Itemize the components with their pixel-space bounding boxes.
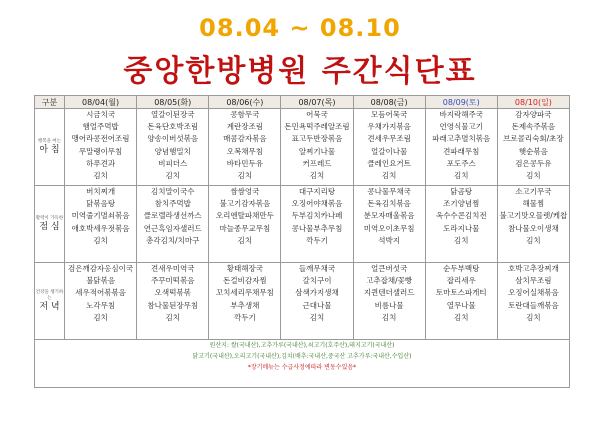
dish-item: 참나물오이생채 bbox=[508, 223, 559, 233]
dish-item: 조기양념찜 bbox=[443, 199, 480, 209]
dish-item: 주꾸미떡볶음 bbox=[150, 276, 195, 286]
dish-item: 바타민두유 bbox=[226, 158, 263, 168]
meal-label-subtitle: 활력이 가득한 bbox=[35, 215, 64, 221]
meal-cell bbox=[497, 263, 569, 340]
meal-label bbox=[35, 186, 65, 263]
meal-cell bbox=[209, 186, 281, 263]
dish-item: 잡리세우 bbox=[446, 276, 476, 286]
meal-cell bbox=[65, 109, 137, 186]
dish-item: 토란대들깨볶음 bbox=[508, 300, 559, 310]
dish-item: 김치 bbox=[165, 171, 180, 181]
meal-row bbox=[35, 186, 570, 263]
dish-item: 견새우미역국 bbox=[150, 264, 195, 273]
dish-item: 불닭볶음 bbox=[86, 276, 116, 286]
dish-item: 검은콩두유 bbox=[515, 158, 552, 168]
dish-item: 불고기감자볶음 bbox=[219, 199, 271, 209]
dish-item: 김치 bbox=[381, 171, 397, 181]
meal-cell bbox=[497, 186, 569, 263]
dish-item: 버치찌개 bbox=[86, 187, 116, 196]
date-range: 08.04 ~ 08.10 bbox=[199, 14, 401, 42]
dish-item: 브로콜리숙회/초장 bbox=[503, 134, 564, 144]
meal-cell bbox=[65, 186, 137, 263]
dish-item: 양념햄밀치 bbox=[154, 146, 191, 156]
dish-item: 콩함무국 bbox=[230, 110, 260, 119]
dish-item: 해물찜 bbox=[522, 199, 545, 209]
weekly-menu-table bbox=[34, 95, 570, 388]
dish-item: 김치 bbox=[309, 171, 325, 181]
meal-label-title: 저 녁 bbox=[39, 301, 60, 312]
meal-cell bbox=[281, 263, 353, 340]
dish-item: 모듬어묵국 bbox=[371, 110, 408, 119]
dish-item: 불고기맛오믈렛/케찹 bbox=[499, 211, 568, 221]
meal-cell bbox=[137, 186, 209, 263]
dish-item: 돈민욕떡주레알조림 bbox=[284, 122, 350, 132]
dish-item: 근대나물 bbox=[302, 300, 332, 310]
dish-item: 햇순볶음 bbox=[518, 146, 548, 156]
dish-item: 애호박세우젓볶음 bbox=[71, 223, 130, 233]
day-header-saturday: 08/09(토) bbox=[425, 96, 497, 109]
meal-cell bbox=[425, 109, 497, 186]
dish-item: 황태해장국 bbox=[226, 264, 263, 273]
meal-row bbox=[35, 263, 570, 340]
meal-label-subtitle: 행복을 여는 bbox=[37, 138, 62, 144]
dish-item: 콩나물부추무침 bbox=[291, 223, 343, 233]
dish-item: 바지락해주국 bbox=[439, 110, 484, 119]
dish-item: 오복채무침 bbox=[226, 146, 263, 156]
notes-cell bbox=[35, 340, 570, 388]
dish-item: 연근흑임자샐러드 bbox=[143, 223, 202, 233]
dish-item: 양송이버섯볶음 bbox=[147, 134, 199, 144]
dish-item: 대구지리탕 bbox=[298, 187, 336, 196]
day-header: 08/04(월) bbox=[65, 96, 137, 109]
meal-cell bbox=[65, 263, 137, 340]
meal-cell bbox=[137, 109, 209, 186]
meal-cell bbox=[497, 109, 569, 186]
dish-item: 도라지나물 bbox=[443, 223, 480, 233]
dish-item: 돈걸비감자찜 bbox=[223, 276, 267, 286]
meal-label bbox=[35, 263, 65, 340]
meal-cell bbox=[425, 263, 497, 340]
dish-item: 맹어라콩전어조림 bbox=[71, 134, 130, 144]
dish-item: 오징어실채볶음 bbox=[508, 288, 559, 298]
change-notice: *장기메뉴는 수급사정에따라 변동수있음* bbox=[247, 364, 357, 371]
meal-cell bbox=[353, 186, 425, 263]
dish-item: 커프레드 bbox=[302, 158, 332, 168]
day-header: 08/05(화) bbox=[137, 96, 209, 109]
dish-item: 부추생채 bbox=[230, 300, 260, 310]
dish-item: 삼색가지생채 bbox=[295, 288, 339, 298]
dish-item: 꼬치세리무채무침 bbox=[215, 288, 274, 298]
meal-label-title: 점 심 bbox=[39, 221, 60, 232]
dish-item: 지퀸텐더샐러드 bbox=[363, 288, 415, 298]
meal-cell bbox=[353, 263, 425, 340]
origin-note: 닭고기(국내산),오리고기(국내산),김치(배추:국내산,중국산 고추가루:국내산,수입산) bbox=[192, 353, 412, 360]
dish-item: 깍두기 bbox=[233, 312, 256, 322]
dish-item: 무말랭이무침 bbox=[78, 146, 123, 156]
dish-item: 김치말이국수 bbox=[150, 187, 195, 196]
dish-item: 삼치무조림 bbox=[515, 276, 552, 286]
dish-item: 들깨무채국 bbox=[298, 264, 336, 273]
dish-item: 비름나물 bbox=[374, 300, 404, 310]
meal-label-subtitle: 건강을 챙기하는 bbox=[35, 289, 64, 301]
day-header-sunday: 08/10(일) bbox=[497, 96, 569, 109]
dish-item: 김치 bbox=[454, 235, 469, 245]
dish-item: 참나물된장무침 bbox=[147, 300, 199, 310]
dish-item: 비피더스 bbox=[158, 158, 188, 168]
dish-item: 김치 bbox=[165, 312, 180, 322]
dish-item: 세우적어볶볶음 bbox=[75, 288, 126, 298]
dish-item: 어묵국 bbox=[306, 110, 328, 119]
dish-item: 닭볶음탕 bbox=[86, 199, 116, 209]
dish-item: 파래고추멸치볶음 bbox=[432, 134, 491, 144]
day-header: 08/06(수) bbox=[209, 96, 281, 109]
origin-note: 원산지: 쌀(국내산),고추가루(국내산),쇠고기(호주산),돼지고기(국내산) bbox=[209, 342, 395, 349]
dish-item: 언영식물고기 bbox=[439, 122, 484, 132]
dish-item: 닭곰탕 bbox=[450, 187, 473, 196]
dish-item: 시금치국 bbox=[86, 110, 116, 119]
dish-item: 알찌기나물 bbox=[298, 146, 336, 156]
dish-item: 우채가지볶음 bbox=[367, 122, 411, 132]
dish-item: 얼갈이나물 bbox=[371, 146, 408, 156]
dish-item: 열무나물 bbox=[446, 300, 476, 310]
dish-item: 김치 bbox=[237, 171, 253, 181]
dish-item: 소고기무국 bbox=[515, 187, 552, 196]
dish-item: 총각김치/치마구 bbox=[146, 235, 200, 245]
dish-item: 호박고추장찌개 bbox=[508, 264, 559, 273]
page-title: 중앙한방병원 주간식단표 bbox=[123, 54, 477, 89]
header-row bbox=[35, 96, 570, 109]
dish-item: 돈육김치볶음 bbox=[367, 199, 411, 209]
dish-item: 오리엔탈파채만두 bbox=[215, 211, 274, 221]
meal-cell bbox=[209, 263, 281, 340]
dish-item: 검은깨감자옹심이국 bbox=[67, 264, 134, 273]
day-header: 08/07(목) bbox=[281, 96, 353, 109]
dish-item: 견파래무침 bbox=[443, 146, 480, 156]
meal-cell bbox=[281, 186, 353, 263]
meal-cell bbox=[209, 109, 281, 186]
dish-item: 매콤감자볶음 bbox=[223, 134, 267, 144]
dish-item: 김치 bbox=[381, 312, 397, 322]
dish-item: 갈치구이 bbox=[302, 276, 332, 286]
meal-label-title: 아 침 bbox=[39, 144, 60, 155]
meal-cell bbox=[425, 186, 497, 263]
dish-item: 표고두반장볶음 bbox=[291, 134, 343, 144]
dish-item: 돈육단호박조림 bbox=[147, 122, 199, 132]
dish-item: 열갈이된장국 bbox=[150, 110, 195, 119]
dish-item: 석박지 bbox=[378, 235, 400, 245]
dish-item: 포도주스 bbox=[446, 158, 476, 168]
dish-item: 김치 bbox=[93, 235, 108, 245]
dish-item: 두부김치카나페 bbox=[291, 211, 343, 221]
notes-row bbox=[35, 340, 570, 388]
dish-item: 감자양파국 bbox=[515, 110, 552, 119]
meal-row bbox=[35, 109, 570, 186]
dish-item: 김치 bbox=[454, 171, 469, 181]
day-header: 08/08(금) bbox=[353, 96, 425, 109]
dish-item: 김치 bbox=[454, 312, 469, 322]
dish-item: 클로렐라생선까스 bbox=[143, 211, 202, 221]
meal-cell bbox=[137, 263, 209, 340]
dish-item: 김치 bbox=[526, 235, 541, 245]
dish-item: 참치주먹밥 bbox=[154, 199, 191, 209]
dish-item: 오색떡볶볶 bbox=[154, 288, 191, 298]
meal-label bbox=[35, 109, 65, 186]
dish-item: 김치 bbox=[237, 235, 253, 245]
dish-item: 토마토스파게티 bbox=[435, 288, 487, 298]
dish-item: 김치 bbox=[93, 171, 108, 181]
dish-item: 순두부백탕 bbox=[443, 264, 480, 273]
corner-header: 구분 bbox=[35, 96, 65, 109]
dish-item: 견세우무조림 bbox=[367, 134, 411, 144]
dish-item: 분모자매울볶음 bbox=[363, 211, 415, 221]
dish-item: 김치 bbox=[309, 312, 325, 322]
dish-item: 계란장조림 bbox=[226, 122, 263, 132]
dish-item: 쌈쌈엉국 bbox=[230, 187, 260, 196]
dish-item: 마늘종무교무침 bbox=[219, 223, 271, 233]
meal-cell bbox=[281, 109, 353, 186]
dish-item: 김치 bbox=[526, 312, 541, 322]
dish-item: 얼큰버섯국 bbox=[371, 264, 408, 273]
dish-item: 깍두기 bbox=[306, 235, 328, 245]
dish-item: 돈제속주볶음 bbox=[511, 122, 556, 132]
dish-item: 미역줄기멸쇠볶음 bbox=[71, 211, 130, 221]
meal-cell bbox=[353, 109, 425, 186]
dish-item: 옥수수콘김치전 bbox=[435, 211, 487, 221]
dish-item: 콩나물무채국 bbox=[367, 187, 411, 196]
dish-item: 노각무침 bbox=[86, 300, 116, 310]
dish-item: 김치 bbox=[526, 171, 541, 181]
dish-item: 햄얼주먹밥 bbox=[82, 122, 119, 132]
dish-item: 오징어야채볶음 bbox=[291, 199, 343, 209]
dish-item: 하푸견과 bbox=[86, 158, 116, 168]
dish-item: 미역오이초무침 bbox=[363, 223, 415, 233]
dish-item: 클레인요거트 bbox=[367, 158, 411, 168]
dish-item: 김치 bbox=[93, 312, 108, 322]
dish-item: 고추잡채/꽃빵 bbox=[366, 276, 413, 286]
